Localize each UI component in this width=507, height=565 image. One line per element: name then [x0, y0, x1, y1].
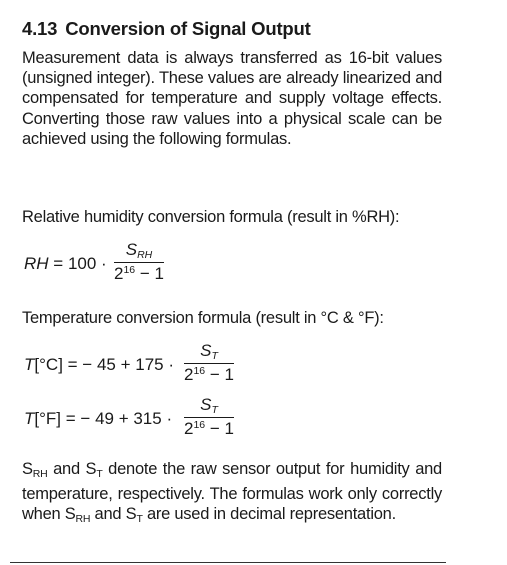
- section-heading: [22, 18, 311, 40]
- rh-fraction: [114, 240, 164, 284]
- temp-c-formula: [24, 355, 174, 375]
- section-title: Conversion of Signal Output: [65, 18, 311, 39]
- temp-f-unit: [°F]: [34, 409, 62, 428]
- rh-numerator: $S_{RH}$: [114, 240, 164, 263]
- temp-f-denominator: $2^{16} - 1$: [184, 419, 234, 438]
- temp-c-rhs-const: = − 45 + 175 ·: [67, 355, 174, 374]
- temp-f-numerator: $S_T$: [184, 395, 234, 418]
- section-number: 4.13: [22, 18, 58, 39]
- temp-c-denominator: $2^{16} - 1$: [184, 365, 234, 384]
- closing-paragraph: $S_{RH}$ and $S_T$ denote the raw sensor output for humidity and temperature, respectively. The formulas work only correctly when $S_{RH}$ and $S_T$ are used in decimal representation.: [22, 460, 442, 526]
- temp-c-numerator: $S_T$: [184, 341, 234, 364]
- temp-f-formula: [24, 409, 172, 429]
- rh-formula: [24, 254, 107, 274]
- bottom-divider: [10, 562, 446, 563]
- temp-formula-intro: Temperature conversion formula (result in °C & °F):: [22, 309, 384, 327]
- intro-paragraph: Measurement data is always transferred as 16-bit values (unsigned integer). These values are already linearized and compensated for temperature and supply voltage effects. Converting those raw values into a physical scale can be achieved using the following formulas.: [22, 49, 442, 148]
- temp-f-rhs-const: = − 49 + 315 ·: [65, 409, 173, 428]
- rh-formula-intro: Relative humidity conversion formula (result in %RH):: [22, 208, 400, 226]
- temp-c-fraction: [184, 341, 234, 385]
- temp-f-fraction: [184, 395, 234, 439]
- temp-c-unit: [°C]: [34, 355, 63, 374]
- temp-c-lhs: T: [24, 355, 35, 374]
- rh-denominator: $2^{16} - 1$: [114, 264, 164, 283]
- rh-lhs: RH: [24, 254, 49, 273]
- temp-f-lhs: T: [24, 409, 35, 428]
- rh-rhs-const: = 100 ·: [53, 254, 107, 273]
